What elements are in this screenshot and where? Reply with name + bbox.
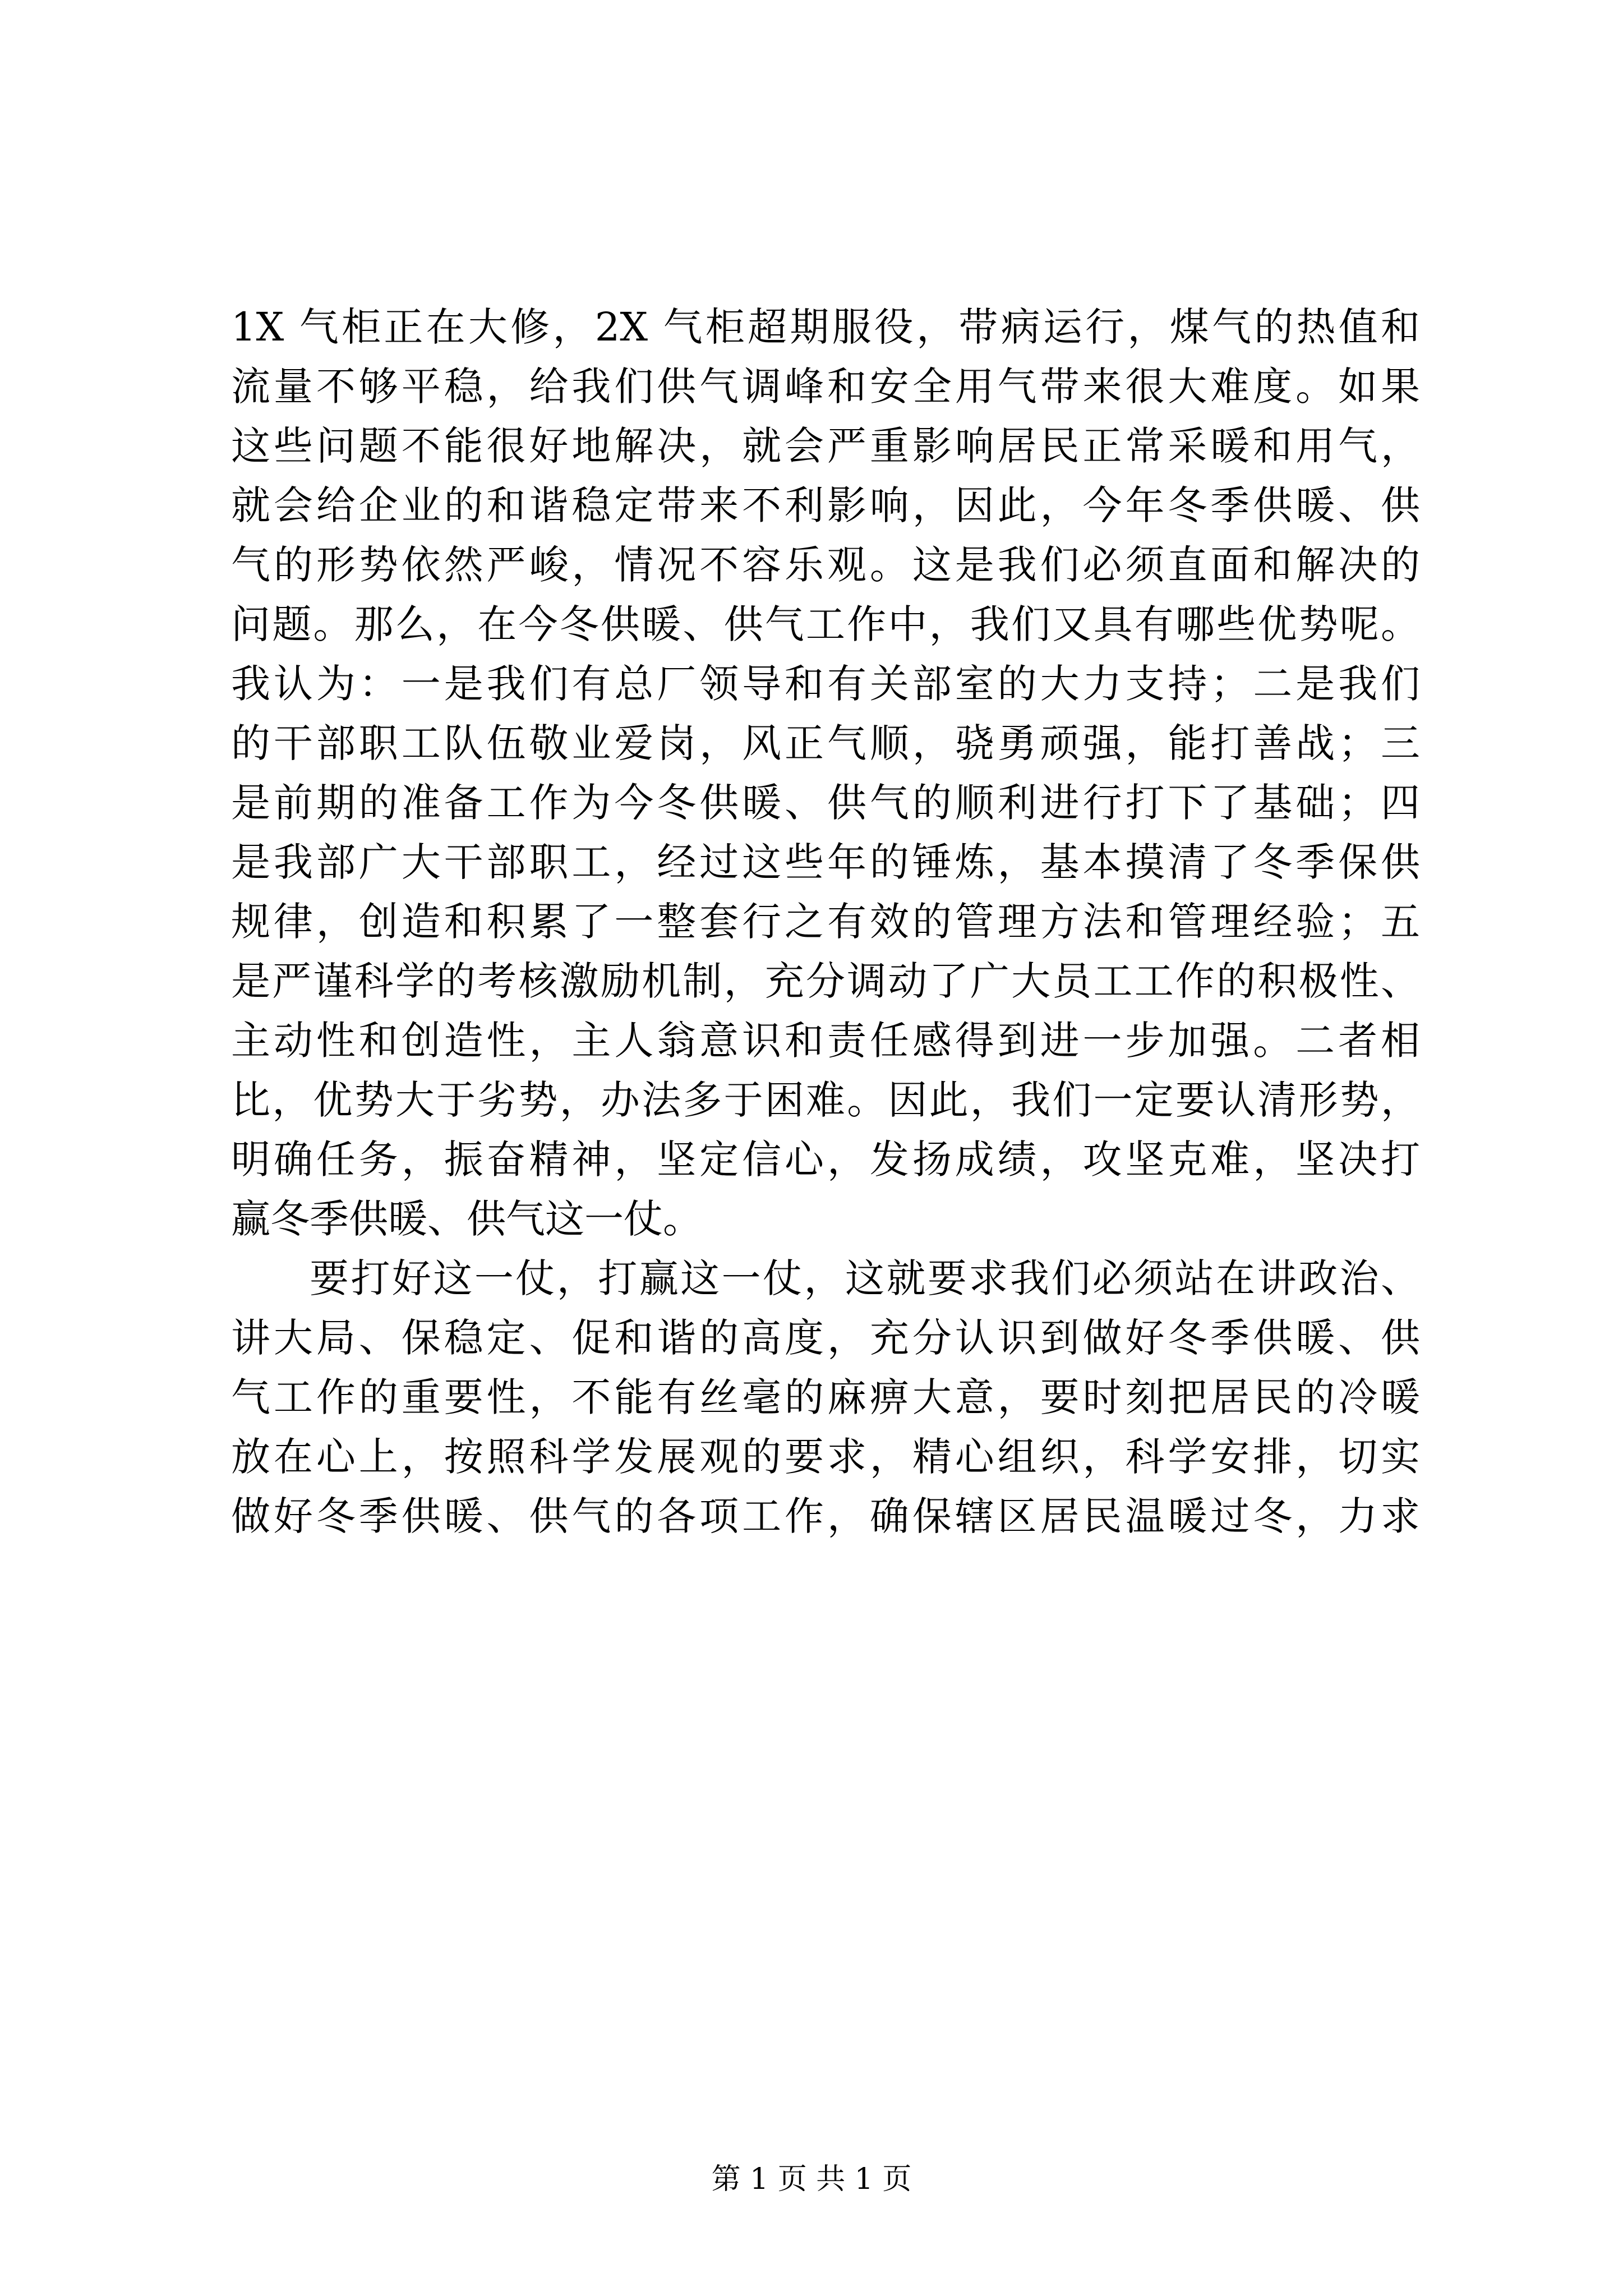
- text-line: 的干部职工队伍敬业爱岗，风正气顺，骁勇顽强，能打善战；三: [231, 720, 1420, 766]
- text-line: 做好冬季供暖、供气的各项工作，确保辖区居民温暖过冬，力求: [231, 1493, 1420, 1539]
- text-line: 明确任务，振奋精神，坚定信心，发扬成绩，攻坚克难，坚决打: [231, 1137, 1420, 1182]
- page-footer: 第 1 页 共 1 页: [711, 2162, 912, 2196]
- text-line: 是严谨科学的考核激励机制，充分调动了广大员工工作的积极性、: [231, 958, 1420, 1004]
- text-line: 比，优势大于劣势，办法多于困难。因此，我们一定要认清形势，: [231, 1077, 1420, 1123]
- text-line: 赢冬季供暖、供气这一仗。: [231, 1196, 702, 1242]
- text-line: 问题。那么，在今冬供暖、供气工作中，我们又具有哪些优势呢。: [231, 601, 1420, 647]
- text-line: 气工作的重要性，不能有丝毫的麻痹大意，要时刻把居民的冷暖: [231, 1374, 1420, 1420]
- text-line: 这些问题不能很好地解决，就会严重影响居民正常采暖和用气，: [231, 423, 1420, 469]
- text-line: 主动性和创造性，主人翁意识和责任感得到进一步加强。二者相: [231, 1018, 1420, 1064]
- text-line: 流量不够平稳，给我们供气调峰和安全用气带来很大难度。如果: [231, 364, 1420, 409]
- text-line: 就会给企业的和谐稳定带来不利影响，因此，今年冬季供暖、供: [231, 482, 1420, 528]
- text-line: 1X 气柜正在大修，2X 气柜超期服役，带病运行，煤气的热值和: [231, 304, 1420, 350]
- paragraph: [231, 297, 1420, 1249]
- document-body: [231, 297, 1420, 1546]
- text-line: 规律，创造和积累了一整套行之有效的管理方法和管理经验；五: [231, 899, 1420, 945]
- text-line: 放在心上，按照科学发展观的要求，精心组织，科学安排，切实: [231, 1434, 1420, 1480]
- text-line: 是我部广大干部职工，经过这些年的锤炼，基本摸清了冬季保供: [231, 839, 1420, 885]
- text-line: 气的形势依然严峻，情况不容乐观。这是我们必须直面和解决的: [231, 542, 1420, 588]
- text-line: 我认为：一是我们有总厂领导和有关部室的大力支持；二是我们: [231, 661, 1420, 707]
- text-line: 讲大局、保稳定、促和谐的高度，充分认识到做好冬季供暖、供: [231, 1315, 1420, 1361]
- text-line: 是前期的准备工作为今冬供暖、供气的顺利进行打下了基础；四: [231, 780, 1420, 826]
- paragraph: [231, 1249, 1420, 1546]
- text-line: 要打好这一仗，打赢这一仗，这就要求我们必须站在讲政治、: [310, 1255, 1420, 1301]
